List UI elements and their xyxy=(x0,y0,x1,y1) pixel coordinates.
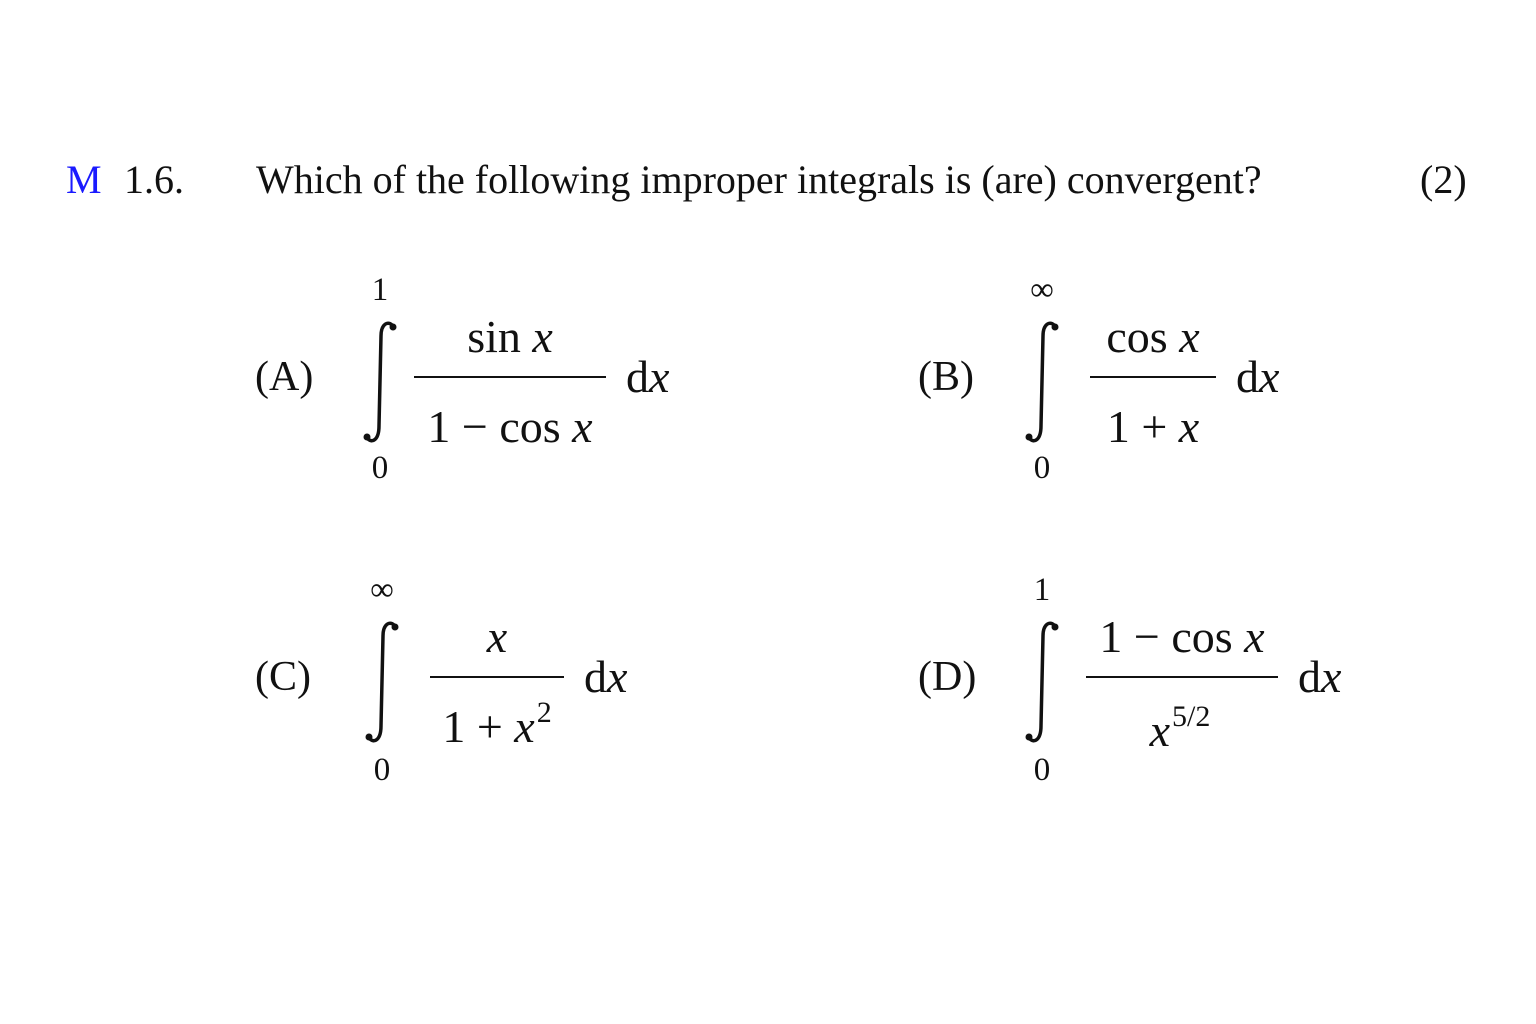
integral-sign-icon xyxy=(1024,318,1060,446)
option-c-denominator xyxy=(426,696,568,752)
fraction-bar xyxy=(414,376,606,378)
option-b-numerator xyxy=(1090,311,1216,362)
denominator-render: 1 − cos x xyxy=(427,401,593,452)
question-text: Which of the following improper integrals is (are) convergent? xyxy=(256,157,1262,202)
question-marker: M xyxy=(66,157,102,202)
option-a-label: (A) xyxy=(255,354,314,400)
numerator-render: cos x xyxy=(1106,311,1200,362)
option-d-upper-limit: 1 xyxy=(1033,572,1051,608)
option-a-differential: dx xyxy=(626,351,670,402)
question-number: 1.6. xyxy=(124,157,184,202)
option-a-upper-limit: 1 xyxy=(371,272,389,308)
option-a-lower-limit: 0 xyxy=(371,450,389,486)
option-c-label: (C) xyxy=(255,654,311,700)
option-d-denominator xyxy=(1110,700,1250,756)
option-b-lower-limit: 0 xyxy=(1033,450,1051,486)
denominator-render: $x^{5/2}$ xyxy=(1149,700,1211,756)
option-b-upper-limit: ∞ xyxy=(1030,272,1054,308)
option-c-lower-limit: 0 xyxy=(373,752,391,788)
numerator-render: 1 − cos x xyxy=(1099,611,1265,662)
option-b-label: (B) xyxy=(918,354,974,400)
option-b-denominator xyxy=(1090,401,1216,452)
option-c-differential: dx xyxy=(584,651,628,702)
option-d-numerator xyxy=(1082,611,1282,662)
integral-sign-icon xyxy=(362,318,398,446)
option-a-numerator xyxy=(414,311,606,362)
fraction-bar xyxy=(1090,376,1216,378)
option-a-denominator xyxy=(408,401,612,452)
denominator-render: $1 + x^2$ xyxy=(442,696,552,752)
denominator-render: 1 + x xyxy=(1106,401,1200,452)
option-d-label: (D) xyxy=(918,654,977,700)
fraction-bar xyxy=(1086,676,1278,678)
option-d-lower-limit: 0 xyxy=(1033,752,1051,788)
integral-sign-icon xyxy=(1024,618,1060,746)
question-marks: (2) xyxy=(1420,157,1467,202)
option-d-differential: dx xyxy=(1298,651,1342,702)
option-b-differential: dx xyxy=(1236,351,1280,402)
option-c-upper-limit: ∞ xyxy=(370,572,394,608)
option-c-numerator xyxy=(430,611,564,662)
fraction-bar xyxy=(430,676,564,678)
numerator-render: x xyxy=(486,611,508,662)
integral-sign-icon xyxy=(364,618,400,746)
numerator-render: sin x xyxy=(467,311,553,362)
